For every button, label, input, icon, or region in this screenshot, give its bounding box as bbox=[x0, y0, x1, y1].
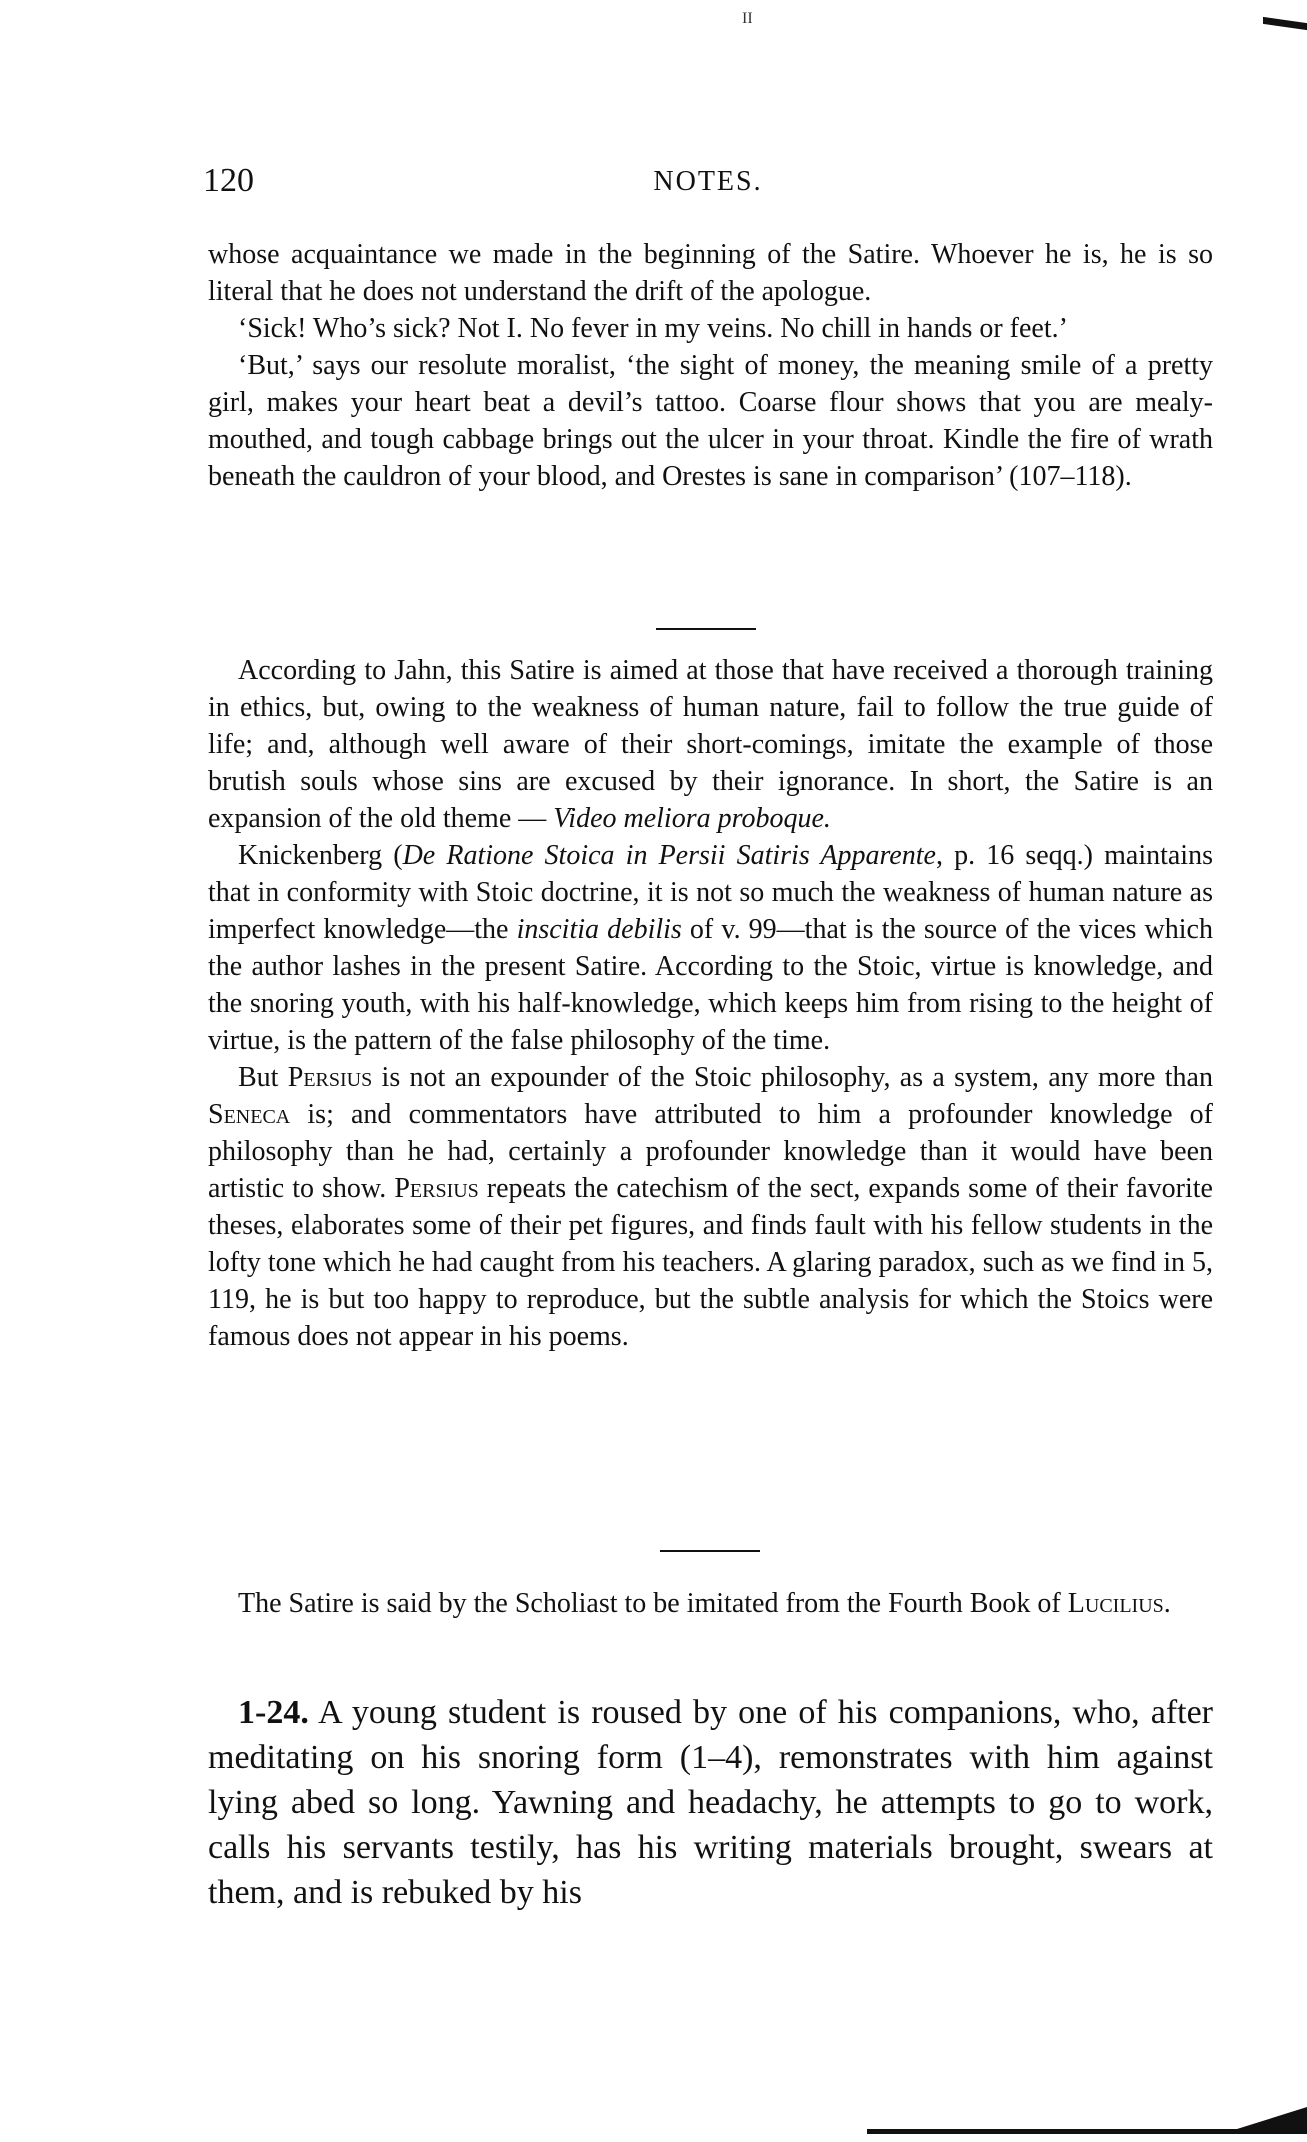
paragraph-5-latin: inscitia debilis bbox=[516, 914, 682, 945]
section-3 bbox=[208, 1585, 1213, 1622]
divider-2 bbox=[660, 1550, 760, 1552]
line-reference: 1-24. bbox=[238, 1694, 309, 1731]
paragraph-7 bbox=[208, 1585, 1213, 1622]
paragraph-6-a: But bbox=[238, 1062, 288, 1093]
paragraph-7-end: . bbox=[1163, 1588, 1171, 1619]
paragraph-6-d: repeats the catechism of the sect, expands some of their favorite theses, elaborates some of their pet figures, and finds fault with his fellow students in the lofty tone which he had caught from his teachers. A glaring paradox, such as we find in 5, 119, he is but too happy to reproduce, but the subtle analysis for which the Stoics were famous does not appear in his poems. bbox=[208, 1173, 1213, 1352]
paragraph-3: ‘But,’ says our resolute moralist, ‘the sight of money, the meaning smile of a pretty girl, makes your heart beat a devil’s tattoo. Coarse flour shows that you are mealy-mouthed, and tough cabbage brings out the ulcer in your throat. Kindle the fire of wrath beneath the cauldron of your blood, and Orestes is sane in comparison’ (107–118). bbox=[208, 350, 1213, 492]
paragraph-6-c: is; and commentators have attributed to him a profounder knowledge of philosophy than he had, certainly a profounder knowledge than it would have been artistic to show. bbox=[208, 1099, 1213, 1204]
section-4 bbox=[208, 1690, 1213, 1915]
paragraph-5-name: Knickenberg ( bbox=[238, 840, 403, 871]
paragraph-8 bbox=[208, 1690, 1213, 1915]
paragraph-5-text-2: of v. 99—that is the source of the vices which the author lashes in the present Satire. According to the Stoic, virtue is knowledge, and the snoring youth, with his half-knowledge, which keeps him from rising to the height of virtue, is the pattern of the false philosophy of the time. bbox=[208, 914, 1213, 1056]
running-head: NOTES. bbox=[653, 166, 763, 197]
paragraph-4-quote: Video meliora proboque. bbox=[553, 803, 831, 834]
paragraph-2: ‘Sick! Who’s sick? Not I. No fever in my veins. No chill in hands or feet.’ bbox=[238, 313, 1068, 344]
lucilius-name: Lucilius bbox=[1067, 1588, 1164, 1619]
paragraph-4-text: According to Jahn, this Satire is aimed at those that have received a thorough training in ethics, but, owing to the weakness of human nature, fail to follow the true guide of life; and, although well aware of their short-comings, imitate the example of those brutish souls whose sins are excused by their ignorance. In short, the Satire is an expansion of the old theme — bbox=[208, 655, 1213, 834]
section-1 bbox=[208, 236, 1213, 495]
page-number: 120 bbox=[203, 162, 254, 199]
paragraph-6-b: is not an expounder of the Stoic philosophy, as a system, any more than bbox=[372, 1062, 1213, 1093]
paragraph-8-text: A young student is roused by one of his companions, who, after meditating on his snoring form (1–4), remonstrates with him against lying abed so long. Yawning and headachy, he attempts to go to work, calls his servants testily, has his writing materials brought, swears at them, and is rebuked by his bbox=[208, 1694, 1213, 1911]
divider-1 bbox=[656, 628, 756, 630]
paragraph-5-text: , p. 16 seqq.) maintains that in conformity with Stoic doctrine, it is not so much the weakness of human nature as imperfect knowledge—the bbox=[208, 840, 1213, 945]
persius-name: Persius bbox=[287, 1062, 373, 1093]
persius-name-2: Persius bbox=[394, 1173, 479, 1204]
paragraph-5 bbox=[208, 837, 1213, 1059]
section-2 bbox=[208, 652, 1213, 1355]
page-header bbox=[203, 162, 1213, 202]
paragraph-4 bbox=[208, 652, 1213, 837]
top-mark: II bbox=[742, 10, 753, 27]
bottom-edge-mark bbox=[867, 2129, 1307, 2134]
top-corner-mark bbox=[1263, 17, 1307, 30]
paragraph-6 bbox=[208, 1059, 1213, 1355]
seneca-name: Seneca bbox=[208, 1099, 291, 1130]
paragraph-1: whose acquaintance we made in the beginning of the Satire. Whoever he is, he is so literal that he does not understand the drift of the apologue. bbox=[208, 239, 1213, 307]
bottom-corner-mark bbox=[1237, 2107, 1307, 2129]
paragraph-5-title: De Ratione Stoica in Persii Satiris Apparente bbox=[402, 840, 936, 871]
paragraph-7-text: The Satire is said by the Scholiast to be imitated from the Fourth Book of bbox=[238, 1588, 1068, 1619]
